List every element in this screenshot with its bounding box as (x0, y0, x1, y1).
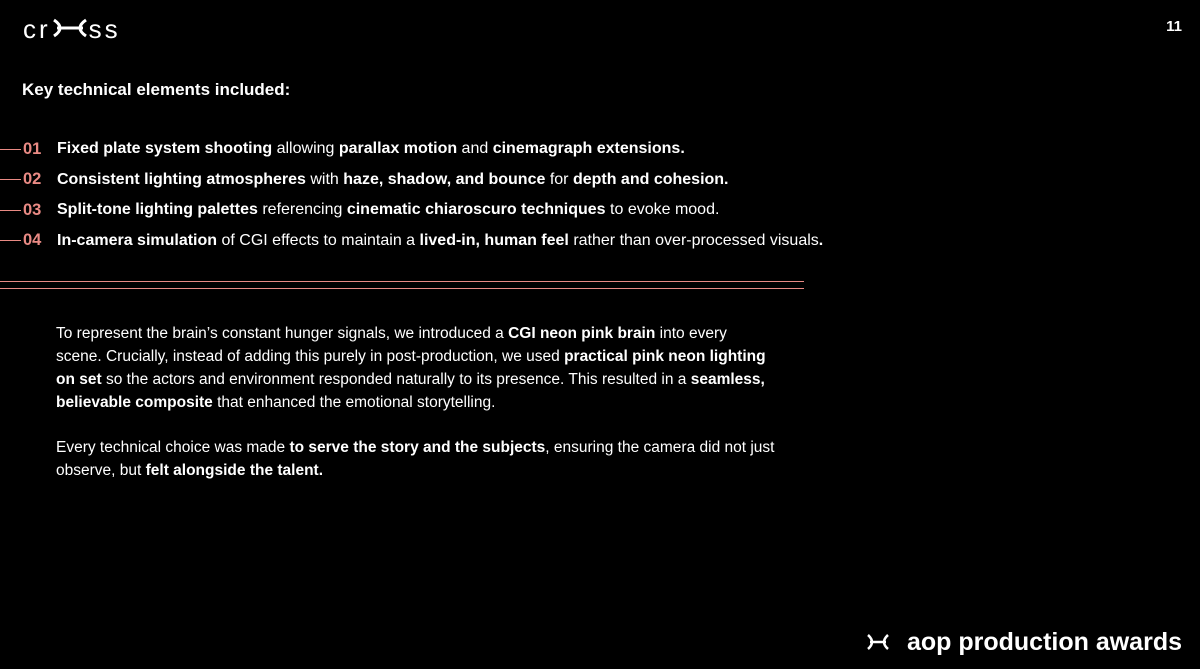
item-text (57, 201, 719, 219)
text-run: rather than over-processed visuals (568, 231, 819, 249)
text-run: To represent the brain’s constant hunger signals, we introduced a (56, 325, 509, 342)
logo-prefix: cr (23, 14, 51, 44)
bold-text: cinematic chiaroscuro techniques (346, 201, 606, 219)
list-item (0, 134, 880, 165)
bold-text: cinemagraph extensions. (492, 140, 685, 158)
footer-award (867, 628, 1182, 657)
technical-elements-list (0, 134, 880, 256)
bold-text: . (818, 231, 824, 249)
text-run: with (305, 170, 344, 188)
text-run: to evoke mood. (605, 201, 720, 219)
divider-line-bottom (0, 288, 804, 289)
text-run: for (545, 170, 573, 188)
list-item (0, 226, 880, 257)
bold-text: to serve the story and the subjects (289, 439, 546, 456)
accent-dash (0, 240, 21, 241)
footer-text: aop production awards (906, 628, 1182, 656)
accent-dash (0, 210, 21, 211)
section-heading: Key technical elements included: (22, 80, 291, 99)
text-run: of CGI effects to maintain a (217, 231, 420, 249)
bold-text: practical pink neon lighting on set (56, 348, 766, 388)
body-text (56, 322, 776, 504)
item-number: 02 (23, 170, 42, 189)
bold-text: haze, shadow, and bounce (343, 170, 546, 188)
bold-text: felt alongside the talent. (145, 462, 324, 479)
item-number: 04 (23, 231, 42, 250)
page-number: 11 (1166, 18, 1182, 35)
paragraph (56, 436, 776, 482)
divider-line-top (0, 281, 804, 282)
accent-dash (0, 149, 21, 150)
item-number: 01 (23, 139, 42, 158)
bold-text: Fixed plate system shooting (57, 140, 273, 158)
cross-x-icon (867, 628, 889, 657)
text-run: allowing (272, 140, 339, 158)
list-item (0, 165, 880, 196)
bold-text: lived-in, human feel (419, 231, 569, 249)
item-text (57, 140, 685, 158)
bold-text: CGI neon pink brain (508, 325, 656, 342)
text-run: , ensuring the camera did not just observe, but (56, 439, 775, 479)
text-run: Every technical choice was made (56, 439, 290, 456)
logo-suffix: ss (88, 14, 121, 44)
paragraph (56, 322, 776, 414)
brand-logo (23, 14, 121, 44)
bold-text: Split-tone lighting palettes (57, 201, 258, 219)
bold-text: depth and cohesion. (572, 170, 729, 188)
text-run: into every scene. Crucially, instead of adding this purely in post-production, we used (56, 325, 727, 365)
item-number: 03 (23, 200, 42, 219)
bold-text: parallax motion (338, 140, 458, 158)
text-run: so the actors and environment responded naturally to its presence. This resulted in a (101, 371, 691, 388)
bold-text: In-camera simulation (57, 231, 218, 249)
text-run: and (457, 140, 493, 158)
list-item (0, 195, 880, 226)
text-run: that enhanced the emotional storytelling. (212, 394, 496, 411)
cross-x-icon (53, 14, 87, 44)
text-run: referencing (257, 201, 347, 219)
accent-dash (0, 179, 21, 180)
bold-text: Consistent lighting atmospheres (57, 170, 306, 188)
bold-text: seamless, believable composite (56, 371, 765, 411)
item-text (57, 232, 823, 250)
item-text (57, 171, 729, 189)
